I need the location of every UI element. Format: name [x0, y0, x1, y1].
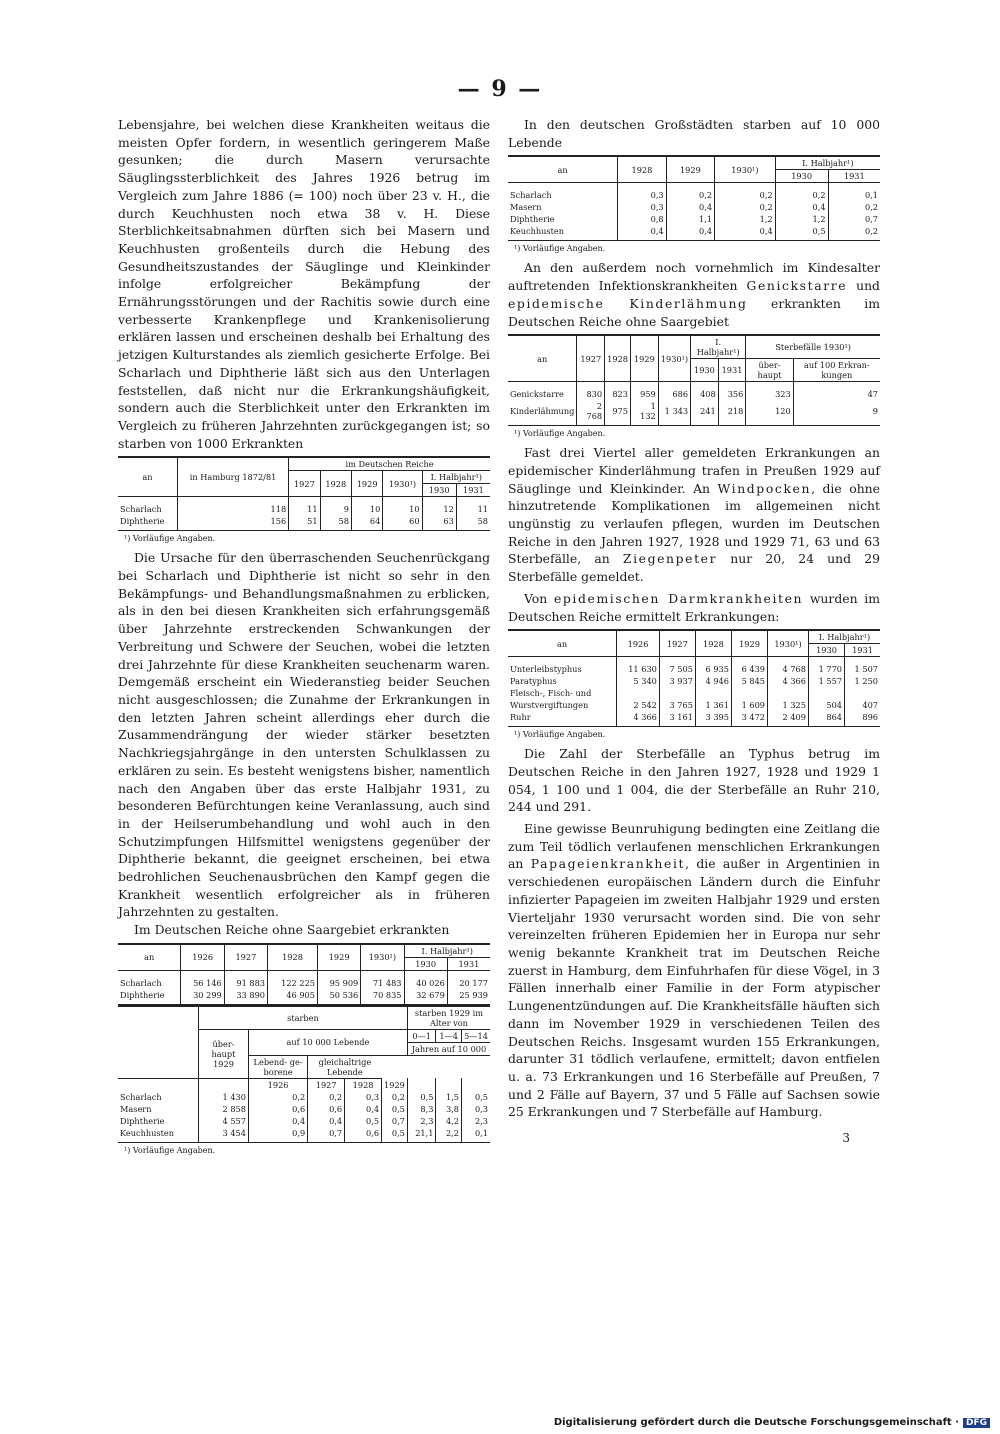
table-grossstaedte — [508, 155, 880, 241]
digitization-footer — [554, 1417, 990, 1428]
col-header-lebendgeborene: Lebend- ge- borene — [248, 1055, 307, 1078]
table-row: Diphtherie 30 299 33 890 46 905 50 536 70 835 32 679 25 939 — [118, 989, 490, 1005]
col-year: 1928 — [268, 944, 318, 971]
table-row: Scharlach 0,3 0,2 0,2 0,2 0,1 — [510, 190, 878, 201]
table-row: Diphtherie 156 51 58 64 60 63 58 — [118, 515, 490, 531]
col-year: 1929 — [317, 944, 360, 971]
row-label: Masern — [510, 202, 542, 213]
col-age: 0—1 — [407, 1029, 436, 1042]
col-header-an: an — [508, 156, 618, 183]
left-paragraph-2: Die Ursache für den überraschenden Seuchenrückgang bei Scharlach und Diphtherie ist nicht so sehr in den Bekämpfungs- und Behandlungsmaßnahmen zu erblicken, als in den bei diesen Krankheiten sich erfahrungsgemäß über Jahrzehnte erstreckenden Schwankungen der Verbreitung und Schwere der Seuchen, wobei die letzten drei Jahrzehnte für diese Krankheiten seuchenarm waren. Demgemäß erscheint ein Wiederanstieg beider Seuchen nicht ausgeschlossen; die Zunahme der Erkrankungen in den letzten Jahren scheint allerdings eher durch die Zusammendrängung der wieder stärker besetzten Nachkriegsjahrgänge in den untersten Schulklassen zu erklären zu sein. Es besteht wenigstens bisher, namentlich nach den Angaben über das erste Halbjahr 1931, zu besonderen Befürchtungen keine Veranlassung, auch sind in der Heilserumbehandlung und wohl auch in den Schutzimpfungen Hilfsmittel wenigstens gegenüber der Diphtherie bekannt, die geeignet erscheinen, bei etwa bedrohlichen Seuchenausbrüchen den Kampf gegen die Krankheit wesentlich erfolgreicher als in früheren Jahrzehnten zu gestalten. — [118, 550, 490, 920]
table-row: Masern 0,3 0,4 0,2 0,4 0,2 — [510, 202, 878, 213]
col-year: 1929 — [666, 156, 714, 183]
right-paragraph-6: Eine gewisse Beunruhigung bedingten eine Zeitlang die zum Teil tödlich verlaufenen menschlichen Erkrankungen an Papageienkrankheit, die außer in Argentinien in verschiedenen europäischen Ländern durch die Einfuhr infizierter Papageien im zweiten Halbjahr 1929 und ersten Vierteljahr 1930 verursacht worden sind. Die von sehr vereinzelten früheren Epidemien her in Europa nur sehr wenig bekannte Krankheit trat im Deutschen Reiche zuerst in Hamburg, dem Einfuhrhafen für diese Vögel, in 3 Fällen innerhalb einer Familie in der Form atypischer Lungenentzündungen auf. Die Krankheitsfälle häuften sich dann im November 1929 in verschiedenen Teilen des Deutschen Reichs. Insgesamt wurden 155 Erkrankungen, darunter 31 tödlich verlaufene, ermittelt; davon entfielen u. a. 73 Erkrankungen und 16 Sterbefälle auf Preußen, 7 und 2 Fälle auf Bayern, 37 und 5 Fälle auf Sachsen sowie 25 Erkrankungen und 7 Sterbefälle auf Hamburg. — [508, 821, 880, 1120]
col-header-starben: starben — [199, 1006, 408, 1030]
col-year: 1930¹) — [361, 944, 404, 971]
table-row: Scharlach 1 430 0,2 0,2 0,3 0,2 0,5 1,5 0,5 — [120, 1091, 488, 1102]
row-label: Kinderlähmung — [510, 406, 575, 417]
col-year: 1927 — [659, 630, 695, 657]
col-header-halbjahr: I. Halbjahr¹) — [808, 630, 880, 644]
col-year: 1928 — [695, 630, 731, 657]
row-label: Wurstvergiftungen — [510, 700, 589, 711]
col-year: 1930¹) — [658, 335, 690, 382]
right-paragraph-1: In den deutschen Großstädten starben auf 10 000 Lebende — [508, 117, 880, 150]
col-year: 1930¹) — [383, 471, 422, 497]
col-halb-year: 1931 — [456, 484, 490, 497]
table-row: Diphtherie 4 557 0,4 0,4 0,5 0,7 2,3 4,2 2,3 — [120, 1115, 488, 1126]
table-illnesses-reich — [118, 943, 490, 1005]
col-header-ueberhaupt: über- haupt — [746, 359, 793, 382]
left-column — [118, 116, 490, 1161]
page-number: — 9 — — [457, 76, 543, 102]
left-paragraph-3: Im Deutschen Reiche ohne Saargebiet erkrankten — [134, 922, 450, 938]
table-row: Keuchhusten 0,4 0,4 0,4 0,5 0,2 — [508, 225, 880, 241]
right-paragraph-3: Fast drei Viertel aller gemeldeten Erkrankungen an epidemischer Kinderlähmung trafen in Preußen 1929 auf Säuglinge und Kleinkinder. An Windpocken, die ohne hinzutretende Komplikationen im allgemeinen nicht ungünstig zu verlaufen pflegen, wurden im Deutschen Reiche in den Jahren 1927, 1928 und 1929 71, 63 und 63 Sterbefälle, an Ziegenpeter nur 20, 24 und 29 Sterbefälle gemeldet. — [508, 445, 880, 585]
year-subheader-row: 1926 1927 1928 1929 — [118, 1078, 490, 1091]
footnote: ¹) Vorläufige Angaben. — [514, 244, 606, 254]
table-row: Scharlach 118 11 9 10 10 12 11 — [120, 504, 488, 515]
row-label: Scharlach — [510, 190, 552, 201]
col-header-an: an — [118, 944, 181, 971]
table-genickstarre-kinderlaehmung — [508, 334, 880, 426]
col-year: 1929 — [731, 630, 767, 657]
row-label: Genickstarre — [510, 389, 564, 400]
right-paragraph-4: Von epidemischen Darmkrankheiten wurden im Deutschen Reiche ermittelt Erkrankungen: — [508, 590, 880, 624]
sheet-number: 3 — [842, 1131, 850, 1146]
col-header-jahren: Jahren auf 10 000 — [407, 1042, 490, 1055]
row-label: Unterleibstyphus — [510, 664, 582, 675]
footnote: ¹) Vorläufige Angaben. — [124, 534, 216, 544]
col-header-sterbefaelle: Sterbefälle 1930¹) — [746, 335, 880, 359]
table-row: Unterleibstyphus 11 630 7 505 6 935 6 439 4 768 1 770 1 507 — [510, 664, 878, 675]
table-deaths-by-age — [118, 1005, 490, 1143]
right-column — [508, 116, 880, 1145]
col-header-halbjahr: I. Halbjahr¹) — [775, 156, 880, 170]
col-year: 1927 — [224, 944, 267, 971]
col-header-an: an — [508, 335, 577, 382]
col-year: 1926 — [617, 630, 660, 657]
row-label: Scharlach — [120, 1091, 162, 1102]
col-header-halbjahr: I. Halbjahr¹) — [691, 335, 746, 359]
footnote: ¹) Vorläufige Angaben. — [124, 1145, 216, 1155]
col-year: 1930¹) — [768, 630, 809, 657]
table-row — [508, 687, 880, 699]
col-header-starben-alter: starben 1929 im Alter von — [407, 1006, 490, 1030]
col-year: 1929 — [630, 335, 658, 382]
col-halb-year: 1931 — [718, 359, 746, 382]
col-header-hamburg: in Hamburg 1872/81 — [177, 457, 288, 497]
col-age: 1—4 — [436, 1029, 462, 1042]
row-label: Diphtherie — [510, 214, 555, 225]
col-halb-year: 1930 — [422, 484, 456, 497]
col-header-reich: im Deutschen Reiche — [289, 457, 490, 471]
row-label: Masern — [120, 1103, 152, 1114]
col-header-an: an — [508, 630, 617, 657]
col-header-halbjahr: I. Halbjahr¹) — [422, 471, 490, 484]
row-label: Diphtherie — [120, 989, 165, 1000]
col-halb-year: 1931 — [447, 957, 490, 970]
col-halb-year: 1930 — [775, 170, 828, 183]
row-label: Fleisch-, Fisch- und — [510, 688, 592, 699]
row-label: Paratyphus — [510, 676, 557, 687]
row-label: Ruhr — [510, 712, 531, 723]
col-halb-year: 1931 — [828, 170, 880, 183]
col-year: 1928 — [618, 156, 666, 183]
col-age: 5—14 — [462, 1029, 490, 1042]
table-row: Wurstvergiftungen 2 542 3 765 1 361 1 609 1 325 504 407 — [510, 700, 878, 711]
col-year: 1927 — [577, 335, 605, 382]
dfg-logo[interactable]: DFG — [963, 1418, 990, 1428]
row-label: Keuchhusten — [120, 1127, 175, 1138]
row-label: Diphtherie — [120, 1115, 165, 1126]
col-header-gleichaltrige: gleichaltrige Lebende — [308, 1055, 382, 1078]
col-header-ueberhaupt: über- haupt 1929 — [199, 1029, 249, 1078]
col-year: 1928 — [320, 471, 351, 497]
table-row: Paratyphus 5 340 3 937 4 946 5 845 4 366 1 557 1 250 — [510, 676, 878, 687]
table-row: Masern 2 858 0,6 0,6 0,4 0,5 8,3 3,8 0,3 — [120, 1103, 488, 1114]
col-header-an: an — [118, 457, 177, 497]
row-label: Scharlach — [120, 977, 162, 988]
right-paragraph-2: An den außerdem noch vornehmlich im Kindesalter auftretenden Infektionskrankheiten Genickstarre und epidemische Kinderlähmung erkrankten im Deutschen Reiche ohne Saargebiet — [508, 260, 880, 329]
table-row: Ruhr 4 366 3 161 3 395 3 472 2 409 864 896 — [508, 711, 880, 727]
table-row: Genickstarre 830 823 959 686 408 356 323 47 — [510, 389, 878, 400]
col-header-auf-100: auf 100 Erkran- kungen — [793, 359, 880, 382]
table-darmkrankheiten — [508, 629, 880, 727]
col-year: 1929 — [351, 471, 382, 497]
table-row: Diphtherie 0,8 1,1 1,2 1,2 0,7 — [510, 214, 878, 225]
footer-text: Digitalisierung gefördert durch die Deutsche Forschungsgemeinschaft · — [553, 1417, 959, 1428]
table-scarlet-diphtheria-lethality — [118, 456, 490, 531]
col-halb-year: 1930 — [404, 957, 447, 970]
col-halb-year: 1930 — [691, 359, 719, 382]
footnote: ¹) Vorläufige Angaben. — [514, 429, 606, 439]
col-halb-year: 1931 — [845, 644, 880, 657]
right-paragraph-5: Die Zahl der Sterbefälle an Typhus betrug im Deutschen Reiche in den Jahren 1927, 1928 und 1929 1 054, 1 100 und 1 004, die der Sterbefälle an Ruhr 210, 244 und 291. — [508, 746, 880, 815]
table-row: Kinderlähmung 2 768 975 1 132 1 343 241 218 120 9 — [508, 400, 880, 426]
row-label: Keuchhusten — [510, 226, 565, 237]
col-year: 1927 — [289, 471, 320, 497]
table-row: Keuchhusten 3 454 0,9 0,7 0,6 0,5 21,1 2,2 0,1 — [118, 1127, 490, 1143]
footnote: ¹) Vorläufige Angaben. — [514, 730, 606, 740]
col-header-halbjahr: I. Halbjahr¹) — [404, 944, 490, 958]
row-label: Diphtherie — [120, 516, 165, 527]
row-label: Scharlach — [120, 504, 162, 515]
col-year: 1930¹) — [715, 156, 776, 183]
col-year: 1926 — [181, 944, 224, 971]
col-header-auf-10000: auf 10 000 Lebende — [248, 1029, 407, 1055]
col-year: 1928 — [605, 335, 631, 382]
col-halb-year: 1930 — [808, 644, 844, 657]
left-paragraph-1: Lebensjahre, bei welchen diese Krankheiten weitaus die meisten Opfer fordern, in wesentlich geringerem Maße gesunken; die durch Masern verursachte Säuglingssterblichkeit des Jahres 1926 betrug im Vergleich zum Jahre 1886 (= 100) noch über 23 v. H., die durch Keuchhusten noch etwa 38 v. H. Diese Sterblichkeitsabnahmen dürften sich bei Masern und Keuchhusten großenteils durch die Hebung des Gesundheitszustandes der Säuglinge und Kleinkinder infolge erfolgreicher Bekämpfung der Ernährungsstörungen und der Rachitis sowie durch eine verbesserte Krankenpflege und Krankenisolierung erklären lassen und erscheinen deshalb bei Erhaltung des jetzigen Kulturstandes als ziemlich gesicherte Erfolge. Bei Scharlach und Diphtherie läßt sich aus den Unterlagen feststellen, daß nicht nur die Erkrankungshäufigkeit, sondern auch die Sterblichkeit unter den Erkrankten im Vergleich zu früheren Jahrzehnten zurückgegangen ist; so starben von 1000 Erkrankten — [118, 117, 490, 451]
table-row: Scharlach 56 146 91 883 122 225 95 909 71 483 40 026 20 177 — [120, 977, 488, 988]
